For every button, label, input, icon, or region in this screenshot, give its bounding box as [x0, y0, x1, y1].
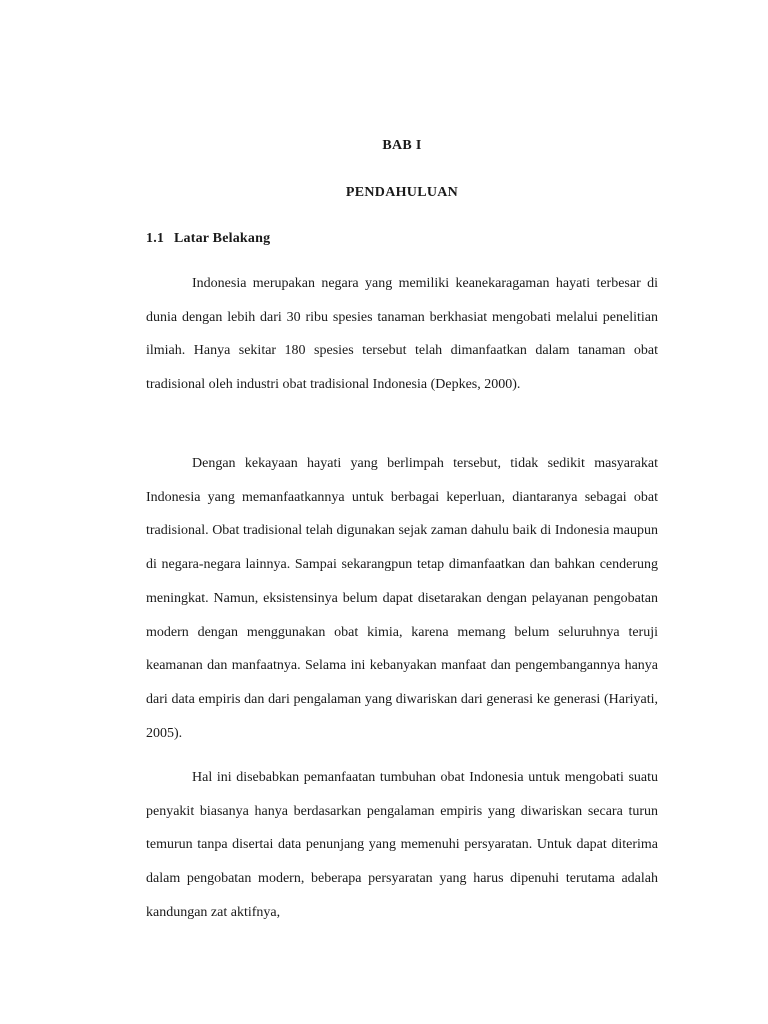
paragraph-text: Indonesia merupakan negara yang memiliki keanekaragaman hayati terbesar di dunia dengan lebih dari 30 ribu spesies tanaman berkhasiat mengobati melalui penelitian ilmiah. Hanya sekitar 180 spesies tersebut telah dimanfaatkan dalam tanaman obat tradisional oleh industri obat tradisional Indonesia (Depkes, 2000).	[146, 276, 658, 393]
chapter-title: PENDAHULUAN	[345, 185, 459, 200]
chapter-number: BAB I	[382, 138, 422, 153]
section-number: 1.1	[146, 231, 165, 246]
section-heading	[146, 231, 270, 247]
paragraph	[146, 267, 658, 402]
paragraph	[146, 447, 658, 750]
paragraph	[146, 761, 658, 930]
section-title: Latar Belakang	[174, 231, 271, 246]
paragraph-text: Hal ini disebabkan pemanfaatan tumbuhan obat Indonesia untuk mengobati suatu penyakit biasanya hanya berdasarkan pengalaman empiris yang diwariskan secara turun temurun tanpa disertai data penunjang yang memenuhi persyaratan. Untuk dapat diterima dalam pengobatan modern, beberapa persyaratan yang harus dipenuhi terutama adalah kandungan zat aktifnya,	[146, 770, 658, 920]
paragraph-text: Dengan kekayaan hayati yang berlimpah tersebut, tidak sedikit masyarakat Indonesia yang memanfaatkannya untuk berbagai keperluan, diantaranya sebagai obat tradisional. Obat tradisional telah digunakan sejak zaman dahulu baik di Indonesia maupun di negara-negara lainnya. Sampai sekarangpun tetap dimanfaatkan dan bahkan cenderung meningkat. Namun, eksistensinya belum dapat disetarakan dengan pelayanan pengobatan modern dengan menggunakan obat kimia, karena memang belum seluruhnya teruji keamanan dan manfaatnya. Selama ini kebanyakan manfaat dan pengembangannya hanya dari data empiris dan dari pengalaman yang diwariskan dari generasi ke generasi (Hariyati, 2005).	[146, 456, 658, 741]
